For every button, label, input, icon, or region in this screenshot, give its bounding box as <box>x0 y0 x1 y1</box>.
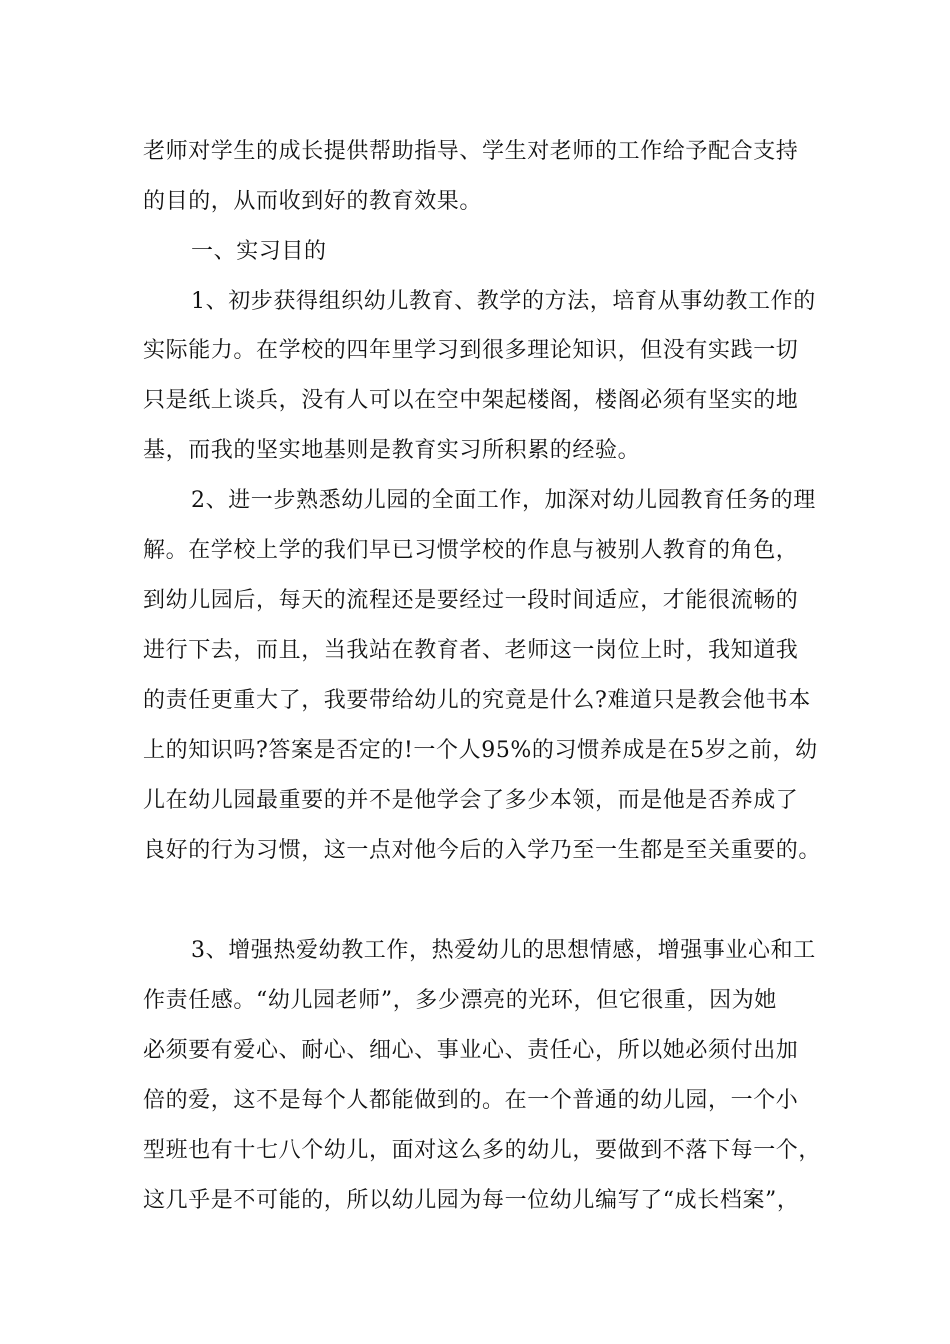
text-line: 这几乎是不可能的，所以幼儿园为每一位幼儿编写了“成长档案”， <box>143 1188 800 1213</box>
text-line: 的目的，从而收到好的教育效果。 <box>143 189 483 214</box>
text-line: 老师对学生的成长提供帮助指导、学生对老师的工作给予配合支持 <box>143 139 799 164</box>
text-line: 3、增强热爱幼教工作，热爱幼儿的思想情感，增强事业心和工 <box>191 938 816 963</box>
text-line: 到幼儿园后，每天的流程还是要经过一段时间适应，才能很流畅的 <box>143 588 799 613</box>
text-line: 实际能力。在学校的四年里学习到很多理论知识，但没有实践一切 <box>143 338 799 363</box>
section-heading: 一、实习目的 <box>191 239 327 264</box>
text-line: 儿在幼儿园最重要的并不是他学会了多少本领，而是他是否养成了 <box>143 788 799 813</box>
text-line: 倍的爱，这不是每个人都能做到的。在一个普通的幼儿园，一个小 <box>143 1088 799 1113</box>
text-line: 1、初步获得组织幼儿教育、教学的方法，培育从事幼教工作的 <box>191 289 816 314</box>
text-line: 2、进一步熟悉幼儿园的全面工作，加深对幼儿园教育任务的理 <box>191 488 816 513</box>
text-line: 型班也有十七八个幼儿，面对这么多的幼儿，要做到不落下每一个， <box>143 1138 822 1163</box>
text-line: 上的知识吗?答案是否定的!一个人95%的习惯养成是在5岁之前，幼 <box>143 738 818 763</box>
text-line: 基，而我的坚实地基则是教育实习所积累的经验。 <box>143 438 641 463</box>
text-line: 的责任更重大了，我要带给幼儿的究竟是什么?难道只是教会他书本 <box>143 688 811 713</box>
text-line: 必须要有爱心、耐心、细心、事业心、责任心，所以她必须付出加 <box>143 1038 799 1063</box>
text-line: 作责任感。“幼儿园老师”，多少漂亮的光环，但它很重，因为她 <box>143 988 777 1013</box>
text-line: 解。在学校上学的我们早已习惯学校的作息与被别人教育的角色， <box>143 538 799 563</box>
text-line: 进行下去，而且，当我站在教育者、老师这一岗位上时，我知道我 <box>143 638 799 663</box>
text-line: 只是纸上谈兵，没有人可以在空中架起楼阁，楼阁必须有坚实的地 <box>143 388 799 413</box>
text-line: 良好的行为习惯，这一点对他今后的入学乃至一生都是至关重要的。 <box>143 838 822 863</box>
